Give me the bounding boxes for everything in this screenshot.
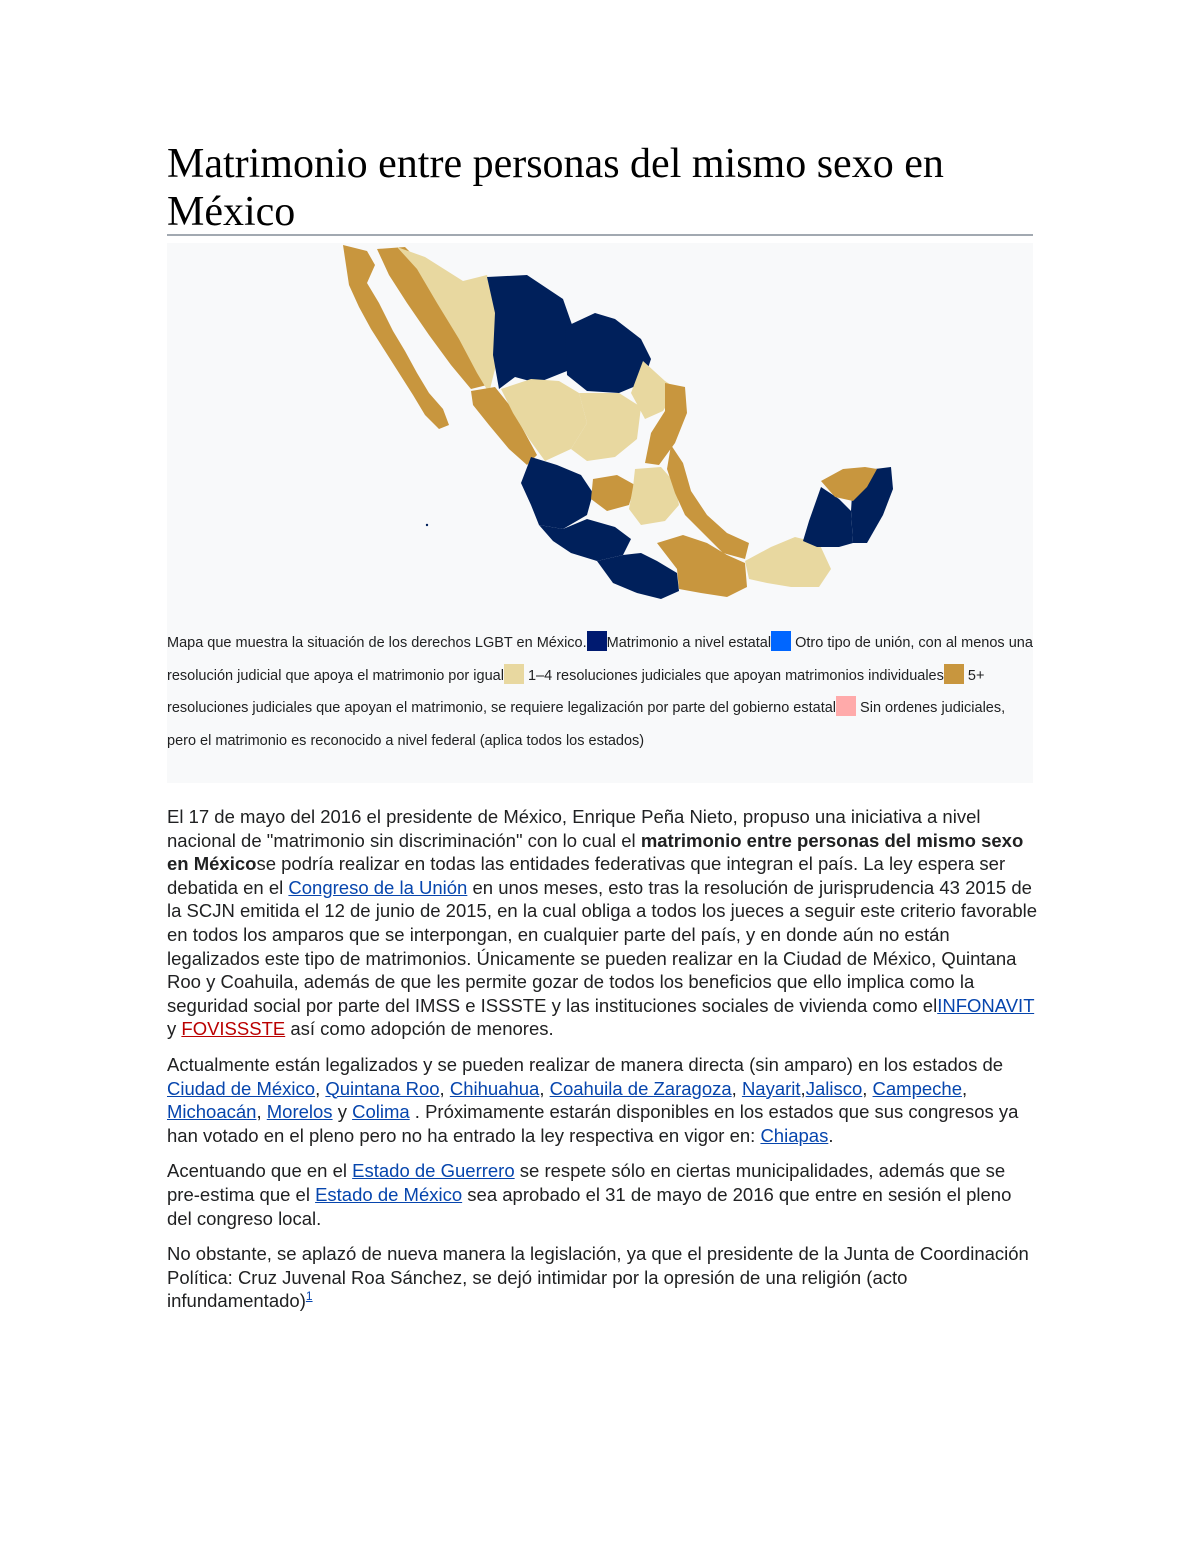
link-jalisco[interactable]: Jalisco (805, 1077, 863, 1099)
link-coahuila[interactable]: Coahuila de Zaragoza (549, 1077, 732, 1099)
link-campeche[interactable]: Campeche (872, 1077, 962, 1099)
text: , (315, 1077, 326, 1099)
map-figure (167, 243, 1033, 783)
paragraph-1 (167, 805, 1037, 1041)
link-colima[interactable]: Colima (352, 1101, 410, 1123)
legend-label-none: Sin ordenes judiciales, pero el matrimonio es reconocido a nivel federal (aplica todos los estados) (167, 700, 1006, 749)
text: sea aprobado el 31 de mayo de 2016 que entre en sesión el pleno del congreso local. (167, 1183, 1012, 1229)
text: . Próximamente estarán disponibles en los estados que sus congresos ya han votado en el pleno pero no ha entrado la ley respectiva en vigor en: (167, 1101, 1019, 1146)
link-morelos[interactable]: Morelos (266, 1101, 333, 1123)
article-body (167, 805, 1037, 1325)
region-guanajuato (591, 475, 635, 511)
text: se podría realizar en todas las entidades federativas que integran el país. La ley espera ser debatida en el (167, 853, 1006, 898)
link-fovissste[interactable]: FOVISSSTE (181, 1018, 286, 1040)
legend-label-other-union: Otro tipo de unión, con al menos una resolución judicial que apoya el matrimonio por igual (167, 635, 1033, 684)
link-ciudad-de-mexico[interactable]: Ciudad de México (167, 1077, 316, 1099)
reference-link[interactable]: 1 (305, 1289, 313, 1304)
legend-label-five-plus: 5+ resoluciones judiciales que apoyan el matrimonio, se requiere legalización por parte del gobierno estatal (167, 667, 985, 716)
island (521, 481, 524, 484)
paragraph-4 (167, 1242, 1037, 1313)
link-congreso[interactable]: Congreso de la Unión (288, 876, 468, 898)
island (426, 524, 428, 526)
caption-intro: Mapa que muestra la situación de los derechos LGBT en México. (167, 635, 587, 651)
paragraph-2 (167, 1053, 1037, 1147)
text: y (167, 1018, 182, 1040)
text: El 17 de mayo del 2016 el presidente de México, Enrique Peña Nieto, propuso una iniciativa a nivel nacional de "matrimonio sin discriminación" con lo cual el (167, 806, 981, 851)
region-chihuahua (487, 275, 577, 389)
link-nayarit[interactable]: Nayarit (741, 1077, 801, 1099)
legend-label-one-to-four: 1–4 resoluciones judiciales que apoyan matrimonios individuales (527, 667, 944, 684)
link-estado-de-mexico[interactable]: Estado de México (315, 1183, 463, 1205)
mexico-map (167, 243, 1033, 623)
link-michoacan[interactable]: Michoacán (167, 1101, 257, 1123)
text: se respete sólo en ciertas municipalidades, además que se pre-estima que el (167, 1160, 1006, 1205)
link-infonavit[interactable]: INFONAVIT (937, 994, 1035, 1016)
title-divider (167, 234, 1033, 236)
link-estado-de-guerrero[interactable]: Estado de Guerrero (352, 1160, 515, 1182)
bold-term: matrimonio entre personas del mismo sexo en México (167, 829, 1024, 875)
legend-swatch-one-to-four (504, 664, 524, 684)
link-chihuahua[interactable]: Chihuahua (449, 1077, 540, 1099)
legend-swatch-none (836, 696, 856, 716)
text: así como adopción de menores. (285, 1018, 554, 1040)
region-guerrero (597, 553, 679, 599)
text: y (332, 1101, 353, 1123)
text: , (731, 1077, 742, 1099)
text: , (962, 1077, 968, 1099)
text: en unos meses, esto tras la resolución de jurisprudencia 43 2015 de la SCJN emitida el 12 de junio de 2015, en la cual obliga a todos los jueces a seguir este criterio favorable en todos los amparos que se interpongan, en cualquier parte del país, y en donde aún no están legalizados este tipo de matrimonios. Únicamente se pueden realizar en la Ciudad de México, Quintana Roo y Coahuila, además de que les permite gozar de todos los beneficios que ello implica como la seguridad social por parte del IMSS e ISSSTE y las instituciones sociales de vivienda como el (167, 876, 1038, 1016)
text: , (862, 1077, 873, 1099)
text: , (256, 1101, 267, 1123)
text: Acentuando que en el (167, 1160, 353, 1182)
region-jalisco-nayarit (521, 457, 593, 529)
text: No obstante, se aplazó de nueva manera la legislación, ya que el presidente de la Junta de Coordinación Política: Cruz Juvenal Roa Sánchez, se dejó intimidar por la opresión de una religión (acto infundamentado) (167, 1243, 1029, 1312)
text: Actualmente están legalizados y se pueden realizar de manera directa (sin amparo) en los estados de (167, 1053, 1004, 1075)
link-chiapas[interactable]: Chiapas (760, 1124, 829, 1146)
text: , (800, 1077, 806, 1099)
page-title: Matrimonio entre personas del mismo sexo en México (167, 141, 944, 235)
legend-swatch-statewide (587, 631, 607, 651)
legend-swatch-other-union (771, 631, 791, 651)
paragraph-3 (167, 1159, 1037, 1230)
text: . (828, 1124, 834, 1146)
text: , (539, 1077, 550, 1099)
text: , (439, 1077, 450, 1099)
legend-label-statewide: Matrimonio a nivel estatal (606, 635, 772, 651)
map-caption (167, 627, 1033, 757)
legend-swatch-five-plus (944, 664, 964, 684)
link-quintana-roo[interactable]: Quintana Roo (325, 1077, 440, 1099)
